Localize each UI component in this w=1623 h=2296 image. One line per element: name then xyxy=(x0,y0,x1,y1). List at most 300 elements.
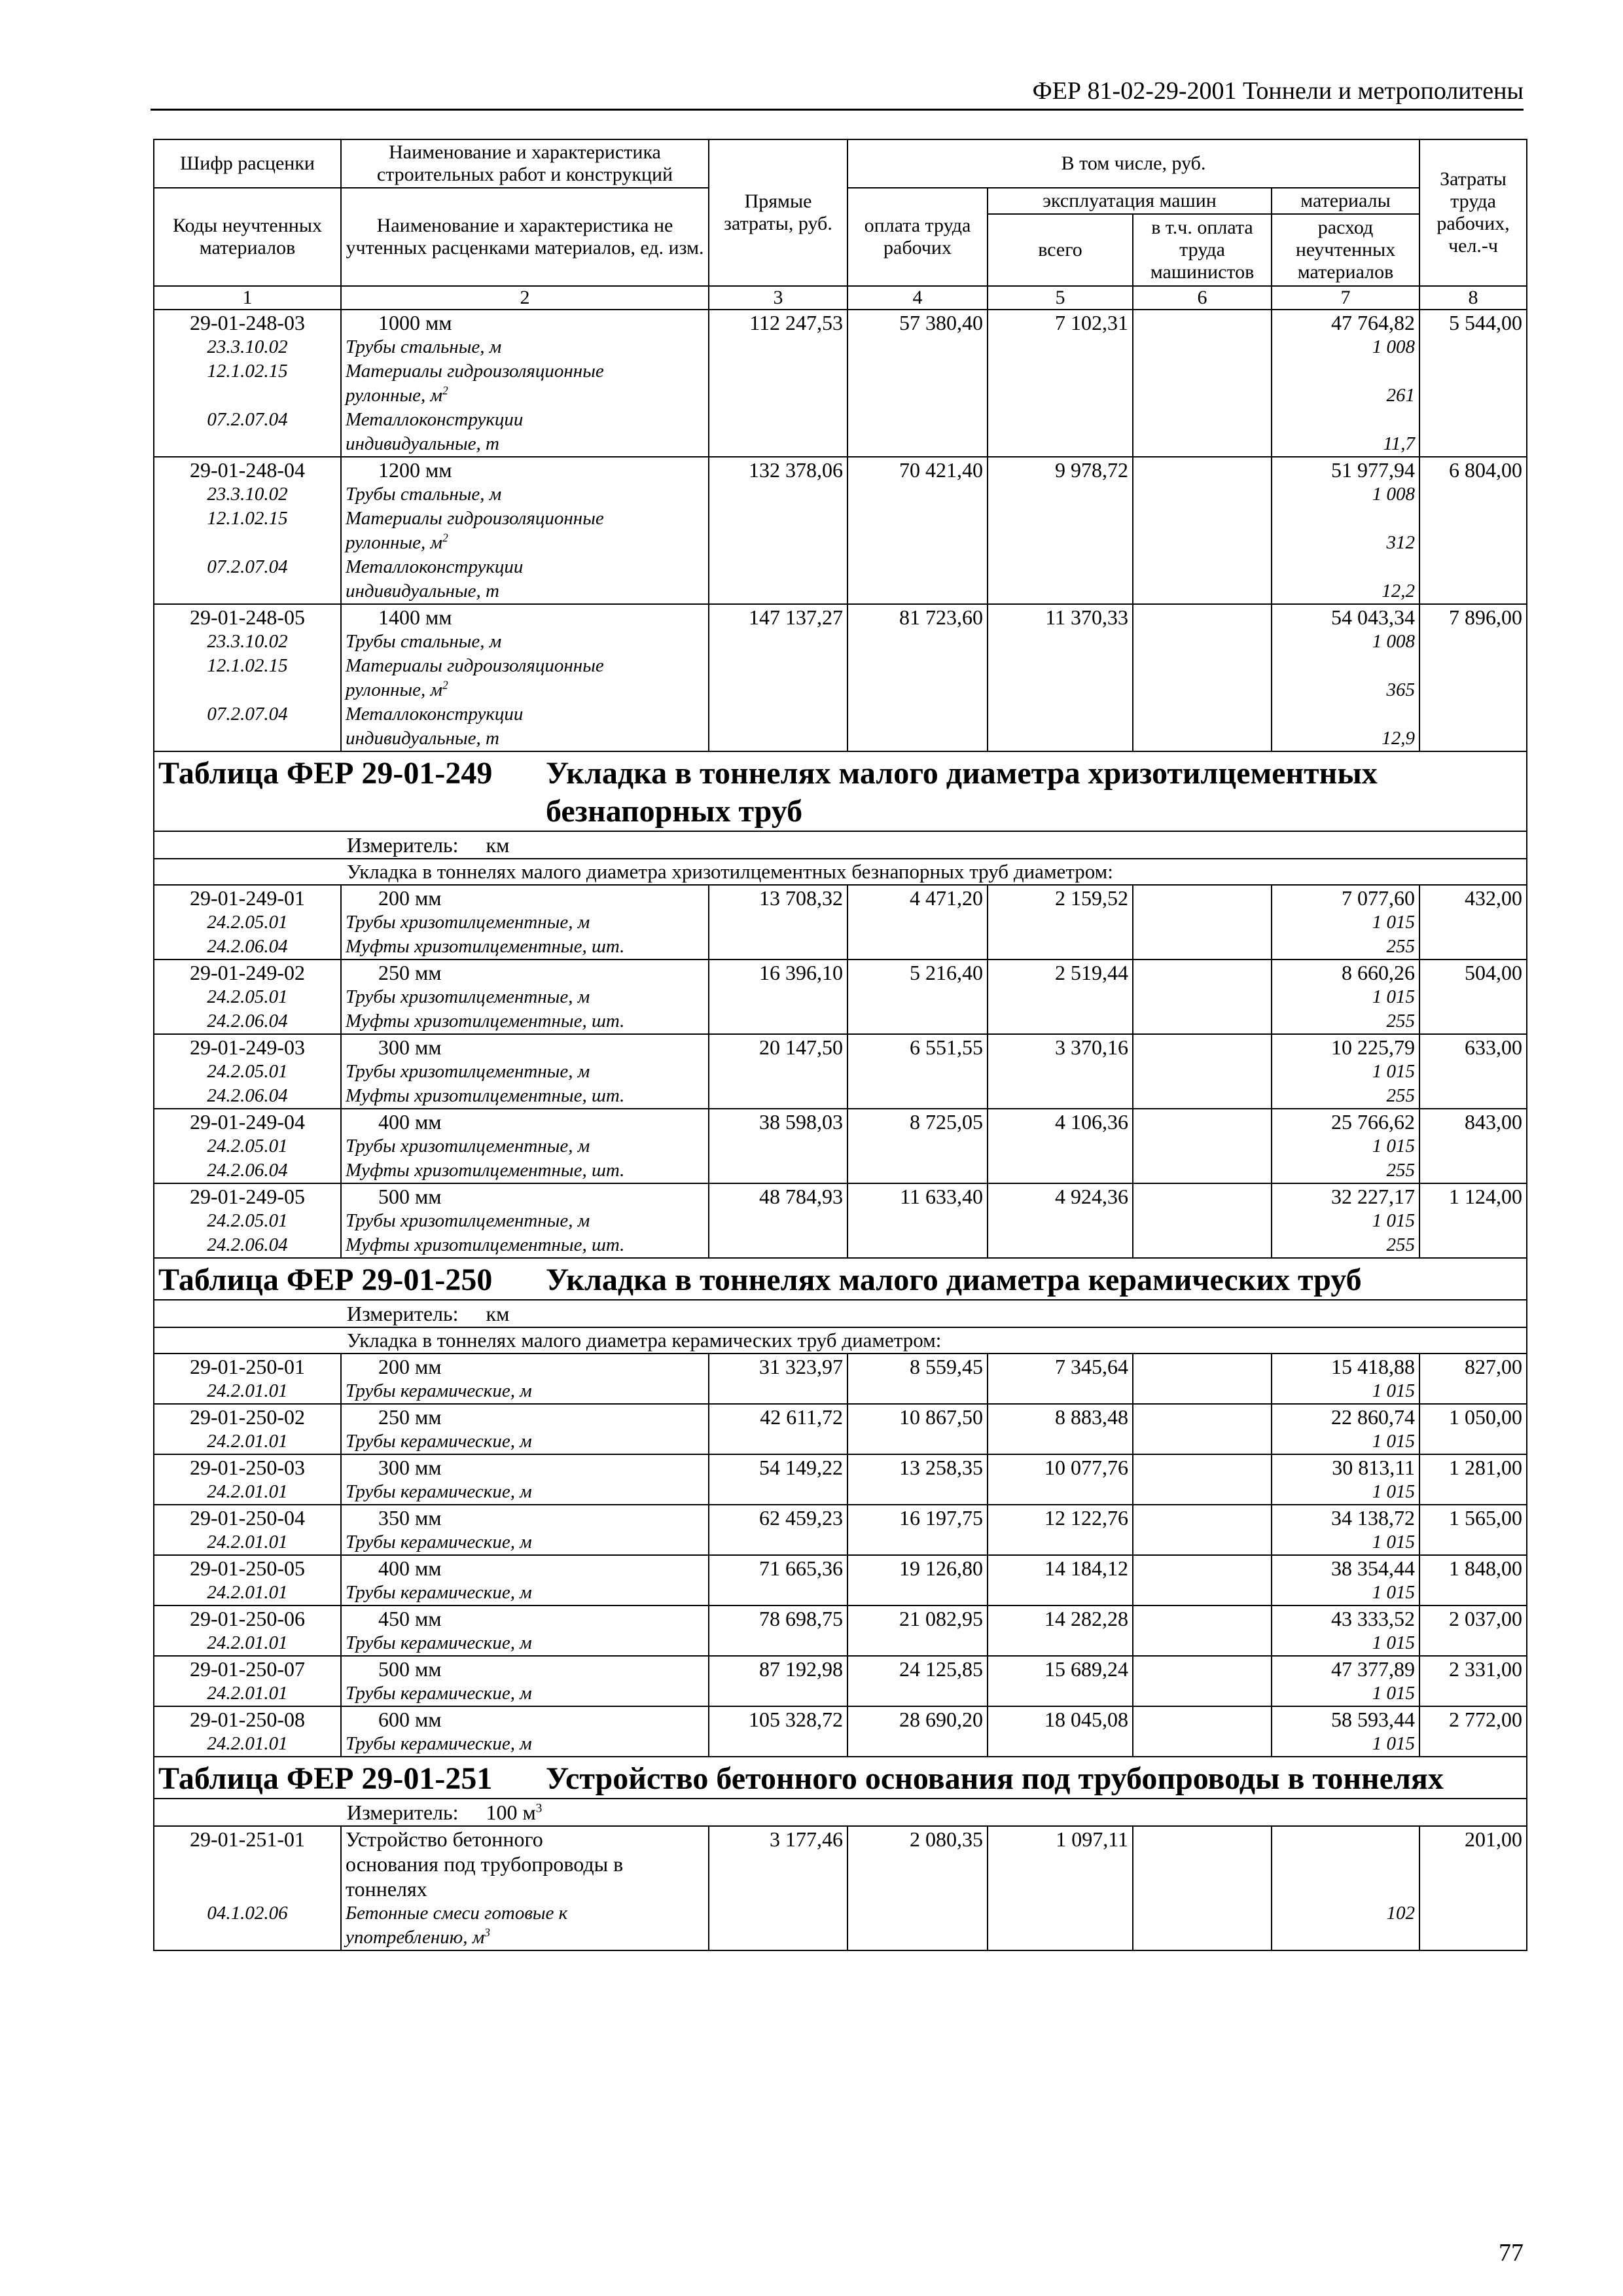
material-code-text: 23.3.10.02 xyxy=(207,631,288,652)
direct-costs xyxy=(709,1404,847,1429)
empty-cell xyxy=(1419,1209,1527,1233)
labor-pay-text: 8 725,05 xyxy=(910,1110,983,1134)
material-name xyxy=(341,935,709,960)
empty-cell xyxy=(1133,335,1272,359)
position-code xyxy=(154,1826,341,1901)
empty-cell xyxy=(1419,1084,1527,1109)
empty-cell xyxy=(709,1926,847,1950)
position-code xyxy=(154,457,341,482)
empty-cell xyxy=(988,1060,1133,1084)
position-code xyxy=(154,960,341,985)
material-consumption-text: 261 xyxy=(1386,385,1416,406)
position-name xyxy=(341,1354,709,1379)
empty-cell xyxy=(988,1084,1133,1109)
material-name xyxy=(341,432,709,457)
material-name-text: Материалы гидроизоляционные xyxy=(346,655,604,676)
direct-costs xyxy=(709,1505,847,1530)
labor-hours xyxy=(1419,1183,1527,1209)
materials-cost-text: 8 660,26 xyxy=(1342,961,1416,984)
empty-cell xyxy=(847,910,988,935)
material-row xyxy=(154,910,1527,935)
materials-cost-text: 54 043,34 xyxy=(1331,605,1416,629)
position-code-text: 29-01-250-03 xyxy=(190,1456,305,1479)
position-code xyxy=(154,1183,341,1209)
material-row xyxy=(154,678,1527,702)
empty-cell xyxy=(709,531,847,555)
position-name-text: 350 мм xyxy=(378,1506,442,1530)
material-consumption xyxy=(1272,1009,1419,1034)
material-consumption xyxy=(1272,1060,1419,1084)
material-consumption xyxy=(1272,555,1419,579)
material-name-text: рулонные, м xyxy=(346,385,443,406)
empty-cell xyxy=(847,408,988,432)
position-row xyxy=(154,1404,1527,1429)
empty-cell xyxy=(1419,408,1527,432)
material-consumption-text: 1 015 xyxy=(1372,1733,1416,1754)
material-code xyxy=(154,1084,341,1109)
material-consumption xyxy=(1272,678,1419,702)
machines-total-text: 4 106,36 xyxy=(1055,1110,1128,1134)
material-name xyxy=(341,507,709,531)
material-consumption xyxy=(1272,1901,1419,1926)
labor-hours-text: 1 565,00 xyxy=(1449,1506,1523,1530)
materials-cost-text: 10 225,79 xyxy=(1331,1035,1416,1059)
machines-total xyxy=(988,457,1133,482)
empty-cell xyxy=(709,1134,847,1158)
material-name xyxy=(341,482,709,507)
empty-cell xyxy=(1419,531,1527,555)
material-code xyxy=(154,702,341,726)
document-title: ФЕР 81-02-29-2001 Тоннели и метрополитены xyxy=(1032,77,1524,105)
empty-cell xyxy=(709,1530,847,1555)
material-consumption xyxy=(1272,579,1419,604)
machines-total xyxy=(988,1826,1133,1901)
material-name xyxy=(341,1429,709,1454)
empty-cell xyxy=(1419,1060,1527,1084)
empty-cell xyxy=(709,1631,847,1656)
position-name-text: 500 мм xyxy=(378,1185,442,1208)
labor-pay xyxy=(847,457,988,482)
material-consumption-text: 1 015 xyxy=(1372,1632,1416,1653)
material-consumption xyxy=(1272,1158,1419,1183)
empty-cell xyxy=(709,1732,847,1757)
empty-cell xyxy=(1133,1581,1272,1605)
labor-pay-text: 21 082,95 xyxy=(899,1607,983,1630)
machinist-pay xyxy=(1133,604,1272,630)
material-code xyxy=(154,1732,341,1757)
machines-total xyxy=(988,1454,1133,1480)
machines-total-text: 3 370,16 xyxy=(1055,1035,1128,1059)
materials-cost-text: 47 764,82 xyxy=(1331,311,1416,334)
material-consumption xyxy=(1272,482,1419,507)
materials-cost xyxy=(1272,960,1419,985)
position-name-text: 600 мм xyxy=(378,1708,442,1731)
materials-cost xyxy=(1272,885,1419,910)
position-code xyxy=(154,310,341,335)
labor-hours-text: 633,00 xyxy=(1465,1035,1523,1059)
empty-cell xyxy=(1133,1681,1272,1706)
position-code-text: 29-01-249-03 xyxy=(190,1035,305,1059)
empty-cell xyxy=(847,432,988,457)
position-code xyxy=(154,1706,341,1732)
material-name xyxy=(341,1084,709,1109)
empty-cell xyxy=(847,335,988,359)
material-name xyxy=(341,1209,709,1233)
empty-cell xyxy=(1133,630,1272,654)
position-code xyxy=(154,1656,341,1681)
empty-cell xyxy=(847,654,988,678)
machines-total xyxy=(988,1354,1133,1379)
material-code xyxy=(154,1631,341,1656)
labor-pay xyxy=(847,1034,988,1060)
machinist-pay xyxy=(1133,1505,1272,1530)
empty-cell xyxy=(988,531,1133,555)
direct-costs-text: 62 459,23 xyxy=(759,1506,843,1530)
machines-total xyxy=(988,1034,1133,1060)
empty-cell xyxy=(1133,935,1272,960)
empty-cell xyxy=(847,1926,988,1950)
machinist-pay xyxy=(1133,1034,1272,1060)
material-consumption-text: 312 xyxy=(1386,532,1416,553)
material-code xyxy=(154,726,341,751)
material-code xyxy=(154,1581,341,1605)
empty-cell xyxy=(1133,507,1272,531)
direct-costs xyxy=(709,457,847,482)
column-number: 6 xyxy=(1133,286,1272,310)
empty-cell xyxy=(1133,1009,1272,1034)
table-code: Таблица ФЕР 29-01-251 xyxy=(158,1761,493,1796)
position-row xyxy=(154,1454,1527,1480)
position-name xyxy=(341,1034,709,1060)
header-machinist-pay: в т.ч. оплата труда машинистов xyxy=(1133,214,1272,286)
position-name xyxy=(341,1826,709,1901)
material-consumption-text: 1 015 xyxy=(1372,1136,1416,1157)
material-code-text: 24.2.01.01 xyxy=(207,1632,288,1653)
direct-costs xyxy=(709,1454,847,1480)
empty-cell xyxy=(847,579,988,604)
material-row xyxy=(154,1233,1527,1258)
empty-cell xyxy=(1419,630,1527,654)
position-row xyxy=(154,1656,1527,1681)
material-code-text: 07.2.07.04 xyxy=(207,409,288,430)
empty-cell xyxy=(1133,1926,1272,1950)
machines-total-text: 14 282,28 xyxy=(1044,1607,1128,1630)
column-number: 8 xyxy=(1419,286,1527,310)
material-consumption-text: 12,2 xyxy=(1382,581,1416,601)
material-code-text: 24.2.01.01 xyxy=(207,1380,288,1401)
material-consumption xyxy=(1272,1379,1419,1404)
material-name-text: индивидуальные, т xyxy=(346,581,499,601)
material-code-text: 24.2.05.01 xyxy=(207,986,288,1007)
empty-cell xyxy=(988,1429,1133,1454)
material-name xyxy=(341,384,709,408)
empty-cell xyxy=(847,1732,988,1757)
labor-pay-text: 11 633,40 xyxy=(900,1185,983,1208)
materials-cost-text: 22 860,74 xyxy=(1331,1405,1416,1429)
labor-hours xyxy=(1419,885,1527,910)
direct-costs-text: 112 247,53 xyxy=(749,311,843,334)
materials-cost xyxy=(1272,1706,1419,1732)
empty-cell xyxy=(988,1681,1133,1706)
position-name-text: 1200 мм xyxy=(378,458,452,482)
material-code-text: 07.2.07.04 xyxy=(207,556,288,577)
labor-pay-text: 2 080,35 xyxy=(910,1827,983,1851)
empty-cell xyxy=(847,1429,988,1454)
labor-pay-text: 10 867,50 xyxy=(899,1405,983,1429)
empty-cell xyxy=(847,1233,988,1258)
position-name-text: 1400 мм xyxy=(378,605,452,629)
material-name xyxy=(341,910,709,935)
direct-costs xyxy=(709,604,847,630)
position-name xyxy=(341,1183,709,1209)
material-consumption-text: 255 xyxy=(1386,1011,1416,1031)
empty-cell xyxy=(709,1084,847,1109)
material-consumption xyxy=(1272,408,1419,432)
labor-pay-text: 19 126,80 xyxy=(899,1556,983,1580)
position-name xyxy=(341,457,709,482)
labor-pay xyxy=(847,1183,988,1209)
empty-cell xyxy=(847,1134,988,1158)
material-row xyxy=(154,726,1527,751)
empty-cell xyxy=(988,702,1133,726)
direct-costs-text: 31 323,97 xyxy=(759,1355,843,1378)
empty-cell xyxy=(988,555,1133,579)
material-name xyxy=(341,555,709,579)
material-code xyxy=(154,1209,341,1233)
header-machines-total: всего xyxy=(988,214,1133,286)
header-machines: эксплуатация машин xyxy=(988,188,1272,214)
column-number: 4 xyxy=(847,286,988,310)
material-name xyxy=(341,1060,709,1084)
material-name-text: Трубы керамические, м xyxy=(346,1532,532,1552)
measure-label: Измеритель: xyxy=(347,833,459,857)
labor-pay xyxy=(847,960,988,985)
empty-cell xyxy=(709,1009,847,1034)
empty-cell xyxy=(709,1681,847,1706)
position-code-text: 29-01-250-05 xyxy=(190,1556,305,1580)
material-row xyxy=(154,359,1527,384)
labor-hours-text: 504,00 xyxy=(1465,961,1523,984)
empty-cell xyxy=(847,726,988,751)
direct-costs xyxy=(709,1109,847,1134)
material-code-text: 24.2.05.01 xyxy=(207,1061,288,1082)
material-code xyxy=(154,935,341,960)
position-code xyxy=(154,1555,341,1581)
labor-pay xyxy=(847,1454,988,1480)
material-name-text: Бетонные смеси готовые к xyxy=(346,1903,568,1924)
position-code-text: 29-01-249-04 xyxy=(190,1110,305,1134)
material-consumption xyxy=(1272,384,1419,408)
empty-cell xyxy=(709,678,847,702)
materials-cost-text: 30 813,11 xyxy=(1332,1456,1416,1479)
material-name-text: рулонные, м xyxy=(346,679,443,700)
material-code xyxy=(154,678,341,702)
empty-cell xyxy=(988,726,1133,751)
empty-cell xyxy=(988,1581,1133,1605)
empty-cell xyxy=(709,630,847,654)
materials-cost xyxy=(1272,604,1419,630)
measure-unit xyxy=(154,1799,1527,1826)
material-row xyxy=(154,1581,1527,1605)
material-name-text: Трубы керамические, м xyxy=(346,1683,532,1704)
material-row xyxy=(154,1209,1527,1233)
material-name-text: индивидуальные, т xyxy=(346,433,499,454)
position-code xyxy=(154,1505,341,1530)
material-name-text: Муфты хризотилцементные, шт. xyxy=(346,936,625,957)
material-code xyxy=(154,1681,341,1706)
empty-cell xyxy=(1419,1480,1527,1505)
material-code-text: 12.1.02.15 xyxy=(207,361,288,382)
position-name-line: тоннелях xyxy=(346,1877,427,1901)
material-consumption xyxy=(1272,935,1419,960)
labor-hours-text: 2 331,00 xyxy=(1449,1657,1523,1681)
empty-cell xyxy=(847,531,988,555)
direct-costs xyxy=(709,1354,847,1379)
empty-cell xyxy=(988,678,1133,702)
material-consumption-text: 1 015 xyxy=(1372,1532,1416,1552)
material-consumption xyxy=(1272,726,1419,751)
labor-pay-text: 5 216,40 xyxy=(910,961,983,984)
direct-costs-text: 54 149,22 xyxy=(759,1456,843,1479)
machines-total xyxy=(988,1404,1133,1429)
material-name xyxy=(341,654,709,678)
table-body xyxy=(154,139,1527,1950)
material-name xyxy=(341,1926,709,1950)
material-name xyxy=(341,335,709,359)
position-name xyxy=(341,1109,709,1134)
material-consumption xyxy=(1272,432,1419,457)
machinist-pay xyxy=(1133,1826,1272,1901)
empty-cell xyxy=(1419,555,1527,579)
material-name xyxy=(341,630,709,654)
labor-pay xyxy=(847,1826,988,1901)
empty-cell xyxy=(1133,1429,1272,1454)
machinist-pay xyxy=(1133,1404,1272,1429)
labor-hours xyxy=(1419,1656,1527,1681)
header-labor: Затраты труда рабочих, чел.-ч xyxy=(1419,139,1527,286)
material-consumption-text: 1 015 xyxy=(1372,1683,1416,1704)
empty-cell xyxy=(709,555,847,579)
empty-cell xyxy=(847,1084,988,1109)
empty-cell xyxy=(1133,1084,1272,1109)
measure-unit xyxy=(154,831,1527,859)
labor-pay xyxy=(847,1706,988,1732)
material-code xyxy=(154,630,341,654)
materials-cost xyxy=(1272,1505,1419,1530)
empty-cell xyxy=(988,1158,1133,1183)
material-row xyxy=(154,482,1527,507)
position-code-text: 29-01-248-04 xyxy=(190,458,305,482)
material-name-text: Трубы керамические, м xyxy=(346,1733,532,1754)
page-number: 77 xyxy=(1499,2239,1524,2267)
measure-row xyxy=(154,1300,1527,1327)
labor-pay-text: 4 471,20 xyxy=(910,886,983,910)
labor-pay-text: 28 690,20 xyxy=(899,1708,983,1731)
subtitle-row xyxy=(154,859,1527,885)
labor-hours xyxy=(1419,960,1527,985)
position-code xyxy=(154,1034,341,1060)
empty-cell xyxy=(1133,1233,1272,1258)
material-name-text: Муфты хризотилцементные, шт. xyxy=(346,1011,625,1031)
empty-cell xyxy=(988,1631,1133,1656)
position-name xyxy=(341,1404,709,1429)
machines-total xyxy=(988,960,1133,985)
materials-cost xyxy=(1272,1404,1419,1429)
material-name-text: Металлоконструкции xyxy=(346,704,524,725)
position-row xyxy=(154,960,1527,985)
labor-hours-text: 7 896,00 xyxy=(1449,605,1523,629)
material-name-text: Трубы керамические, м xyxy=(346,1632,532,1653)
empty-cell xyxy=(709,985,847,1009)
empty-cell xyxy=(847,1379,988,1404)
labor-pay-text: 13 258,35 xyxy=(899,1456,983,1479)
empty-cell xyxy=(1419,985,1527,1009)
measure-unit xyxy=(154,1300,1527,1327)
material-consumption-text: 1 015 xyxy=(1372,1431,1416,1452)
position-code-text: 29-01-248-05 xyxy=(190,605,305,629)
material-name-text: Трубы стальные, м xyxy=(346,336,502,357)
empty-cell xyxy=(1133,359,1272,384)
material-consumption xyxy=(1272,1530,1419,1555)
material-row xyxy=(154,702,1527,726)
material-code xyxy=(154,507,341,531)
position-name xyxy=(341,310,709,335)
materials-cost xyxy=(1272,1555,1419,1581)
position-code xyxy=(154,1605,341,1631)
labor-hours xyxy=(1419,1826,1527,1901)
material-code-text: 24.2.06.04 xyxy=(207,1234,288,1255)
material-consumption-text: 255 xyxy=(1386,1160,1416,1181)
empty-cell xyxy=(1133,579,1272,604)
measure-value: км xyxy=(486,833,510,857)
material-code-text: 24.2.01.01 xyxy=(207,1532,288,1552)
labor-pay xyxy=(847,1354,988,1379)
material-row xyxy=(154,1901,1527,1926)
machines-total xyxy=(988,1505,1133,1530)
material-code xyxy=(154,1233,341,1258)
machines-total-text: 11 370,33 xyxy=(1045,605,1128,629)
material-code-text: 24.2.01.01 xyxy=(207,1733,288,1754)
direct-costs-text: 16 396,10 xyxy=(759,961,843,984)
superscript: 3 xyxy=(484,1926,490,1939)
material-code xyxy=(154,985,341,1009)
pricing-table xyxy=(153,139,1527,1951)
position-name-text: 250 мм xyxy=(378,1405,442,1429)
table-title xyxy=(154,1757,1527,1799)
material-code-text: 24.2.01.01 xyxy=(207,1582,288,1603)
material-row xyxy=(154,507,1527,531)
material-code xyxy=(154,1480,341,1505)
empty-cell xyxy=(988,359,1133,384)
labor-hours-text: 843,00 xyxy=(1465,1110,1523,1134)
empty-cell xyxy=(847,935,988,960)
labor-pay-text: 57 380,40 xyxy=(899,311,983,334)
material-code-text: 24.2.05.01 xyxy=(207,912,288,933)
labor-hours xyxy=(1419,1454,1527,1480)
material-row xyxy=(154,579,1527,604)
table-title-row xyxy=(154,751,1527,831)
empty-cell xyxy=(1419,335,1527,359)
position-name-text: 300 мм xyxy=(378,1456,442,1479)
measure-value: 100 м xyxy=(486,1801,536,1824)
material-code-text: 04.1.02.06 xyxy=(207,1903,288,1924)
direct-costs-text: 105 328,72 xyxy=(749,1708,843,1731)
material-consumption-text: 1 008 xyxy=(1372,336,1416,357)
direct-costs-text: 147 137,27 xyxy=(749,605,843,629)
empty-cell xyxy=(1419,654,1527,678)
materials-cost xyxy=(1272,1605,1419,1631)
position-name xyxy=(341,1656,709,1681)
